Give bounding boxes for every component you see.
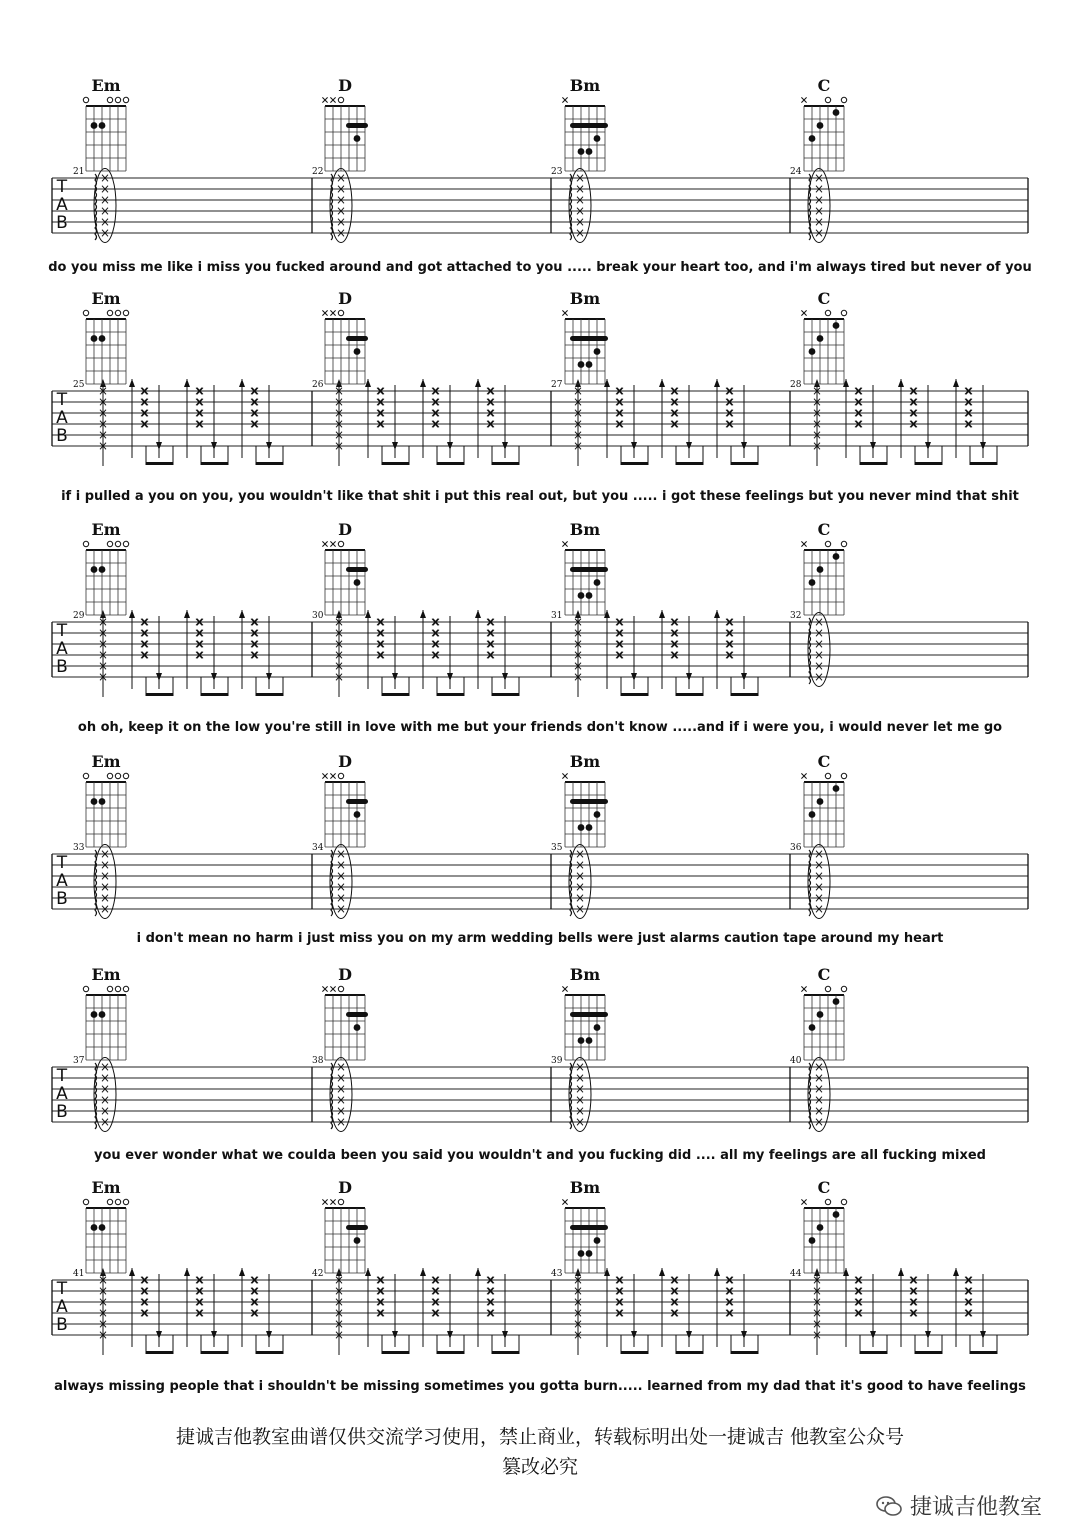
lyric-line: do you miss me like i miss you fucked around and got attached to you ..... break your heart too, and i'm always tired but never of you bbox=[48, 260, 1032, 275]
chord-name: C bbox=[817, 965, 831, 984]
chord-name: Em bbox=[91, 520, 121, 539]
chord-name: Bm bbox=[569, 1178, 601, 1197]
chord-diagram-d bbox=[322, 1178, 368, 1273]
measure-number: 32 bbox=[790, 611, 802, 621]
lyric-line: always missing people that i shouldn't be missing sometimes you gotta burn..... learned from my dad that it's good to have feelings bbox=[54, 1379, 1026, 1394]
chord-diagram-c bbox=[801, 965, 846, 1060]
chord-diagram-em bbox=[83, 752, 128, 847]
tab-clef-letter: T bbox=[56, 177, 68, 197]
tab-system bbox=[52, 167, 1028, 243]
chord-name: Em bbox=[91, 752, 121, 771]
measure-number: 21 bbox=[73, 167, 85, 177]
measure-number: 25 bbox=[73, 380, 85, 390]
tab-clef-letter: B bbox=[56, 889, 68, 909]
chord-diagram-em bbox=[83, 1178, 128, 1273]
measure-number: 31 bbox=[551, 611, 563, 621]
chord-diagram-bm bbox=[562, 520, 608, 615]
chord-diagram-em bbox=[83, 965, 128, 1060]
chord-diagram-d bbox=[322, 76, 368, 171]
brand-name: 捷诚吉他教室 bbox=[909, 1495, 1042, 1520]
tab-clef-letter: T bbox=[56, 621, 68, 641]
measure-number: 38 bbox=[312, 1056, 324, 1066]
chord-diagram-bm bbox=[562, 76, 608, 171]
lyric-line: if i pulled a you on you, you wouldn't like that shit i put this real out, but you ..... i got these feelings but you never mind that shit bbox=[61, 489, 1019, 504]
chord-diagram-d bbox=[322, 520, 368, 615]
measure-number: 43 bbox=[551, 1269, 563, 1279]
chord-name: C bbox=[817, 289, 831, 308]
chord-name: Bm bbox=[569, 752, 601, 771]
tab-system bbox=[52, 610, 1028, 697]
chord-name: Em bbox=[91, 289, 121, 308]
lyric-line: i don't mean no harm i just miss you on my arm wedding bells were just alarms caution tape around my heart bbox=[136, 931, 944, 946]
tab-system bbox=[52, 843, 1028, 919]
measure-number: 29 bbox=[73, 611, 85, 621]
lyric-line: oh oh, keep it on the low you're still in love with me but your friends don't know .....and if i were you, i would never let me go bbox=[77, 720, 1003, 735]
chord-name: Em bbox=[91, 76, 121, 95]
wechat-icon bbox=[876, 1495, 902, 1517]
tab-clef-letter: A bbox=[56, 408, 68, 428]
chord-diagram-d bbox=[322, 752, 368, 847]
tab-clef-letter: B bbox=[56, 213, 68, 233]
chord-diagram-c bbox=[801, 289, 846, 384]
chord-diagram-c bbox=[801, 1178, 846, 1273]
measure-number: 26 bbox=[312, 380, 324, 390]
measure-number: 44 bbox=[790, 1269, 802, 1279]
chord-diagram-bm bbox=[562, 752, 608, 847]
copyright-notice: 捷诚吉他教室曲谱仅供交流学习使用，禁止商业，转载标明出处一捷诚吉 他教室公众号 bbox=[175, 1426, 905, 1448]
chord-name: Em bbox=[91, 1178, 121, 1197]
measure-number: 22 bbox=[312, 167, 324, 177]
tab-clef-letter: B bbox=[56, 426, 68, 446]
tab-clef-letter: T bbox=[56, 1066, 68, 1086]
chord-name: Bm bbox=[569, 520, 601, 539]
chord-diagram-c bbox=[801, 520, 846, 615]
measure-number: 23 bbox=[551, 167, 563, 177]
chord-name: Bm bbox=[569, 965, 601, 984]
measure-number: 35 bbox=[551, 843, 563, 853]
tab-clef-letter: T bbox=[56, 853, 68, 873]
chord-name: Bm bbox=[569, 289, 601, 308]
tab-clef-letter: A bbox=[56, 195, 68, 215]
tab-clef-letter: A bbox=[56, 1297, 68, 1317]
chord-name: D bbox=[338, 520, 352, 539]
chord-diagram-bm bbox=[562, 1178, 608, 1273]
chord-name: C bbox=[817, 1178, 831, 1197]
tab-clef-letter: A bbox=[56, 639, 68, 659]
tab-system bbox=[52, 1056, 1028, 1132]
measure-number: 27 bbox=[551, 380, 563, 390]
chord-name: D bbox=[338, 965, 352, 984]
tab-system bbox=[52, 379, 1028, 466]
chord-diagram-bm bbox=[562, 289, 608, 384]
chord-name: D bbox=[338, 1178, 352, 1197]
chord-name: C bbox=[817, 520, 831, 539]
measure-number: 34 bbox=[312, 843, 324, 853]
brand-badge bbox=[876, 1490, 1042, 1521]
measure-number: 30 bbox=[312, 611, 324, 621]
tab-clef-letter: B bbox=[56, 1102, 68, 1122]
measure-number: 42 bbox=[312, 1269, 324, 1279]
tab-clef-letter: T bbox=[56, 1279, 68, 1299]
measure-number: 24 bbox=[790, 167, 802, 177]
chord-name: D bbox=[338, 76, 352, 95]
chord-diagram-em bbox=[83, 520, 128, 615]
measure-number: 40 bbox=[790, 1056, 802, 1066]
tab-clef-letter: A bbox=[56, 1084, 68, 1104]
measure-number: 36 bbox=[790, 843, 802, 853]
measure-number: 37 bbox=[73, 1056, 85, 1066]
chord-diagram-c bbox=[801, 76, 846, 171]
tab-clef-letter: B bbox=[56, 657, 68, 677]
measure-number: 41 bbox=[73, 1269, 85, 1279]
chord-name: D bbox=[338, 289, 352, 308]
chord-name: D bbox=[338, 752, 352, 771]
chord-diagram-em bbox=[83, 76, 128, 171]
measure-number: 33 bbox=[73, 843, 85, 853]
tab-clef-letter: B bbox=[56, 1315, 68, 1335]
chord-diagram-d bbox=[322, 965, 368, 1060]
lyric-line: you ever wonder what we coulda been you said you wouldn't and you fucking did .... all my feelings are all fucking mixed bbox=[94, 1148, 986, 1163]
copyright-notice-line2: 篡改必究 bbox=[501, 1456, 578, 1478]
chord-name: C bbox=[817, 752, 831, 771]
chord-name: C bbox=[817, 76, 831, 95]
chord-diagram-d bbox=[322, 289, 368, 384]
chord-name: Bm bbox=[569, 76, 601, 95]
measure-number: 39 bbox=[551, 1056, 563, 1066]
chord-name: Em bbox=[91, 965, 121, 984]
chord-diagram-bm bbox=[562, 965, 608, 1060]
tab-system bbox=[52, 1268, 1028, 1355]
chord-diagram-em bbox=[83, 289, 128, 384]
tab-clef-letter: T bbox=[56, 390, 68, 410]
tab-clef-letter: A bbox=[56, 871, 68, 891]
measure-number: 28 bbox=[790, 380, 802, 390]
chord-diagram-c bbox=[801, 752, 846, 847]
